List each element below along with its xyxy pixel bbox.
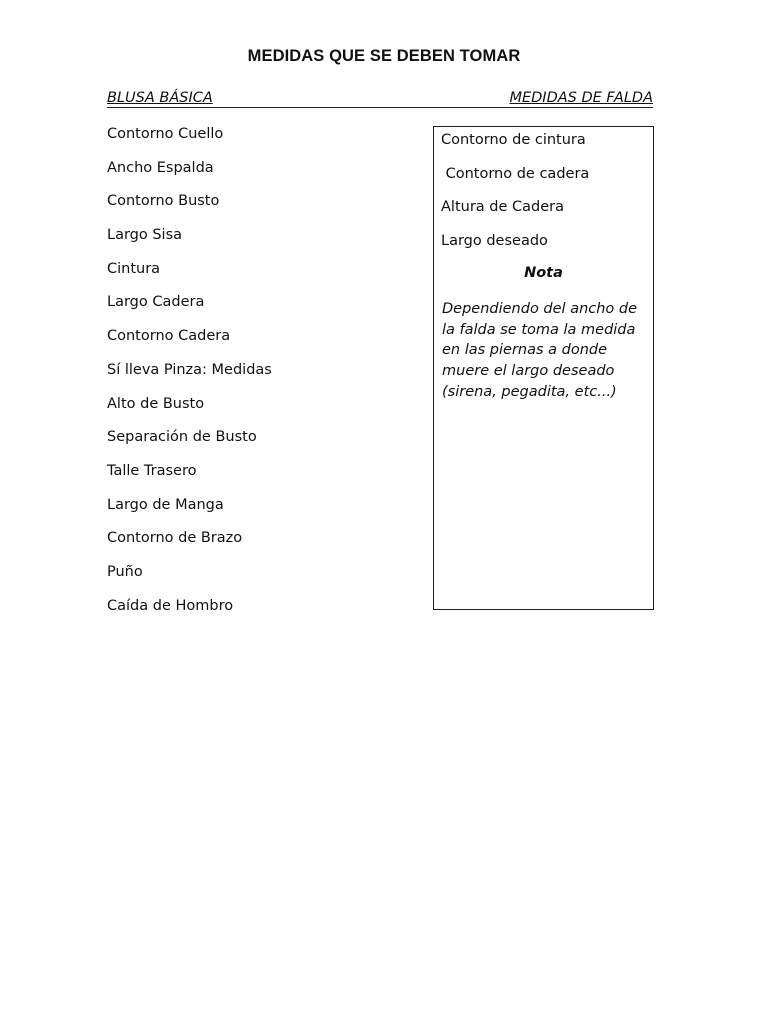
list-item: Contorno de Brazo [107, 530, 243, 547]
list-item: Ancho Espalda [107, 159, 214, 176]
list-item: Largo de Manga [107, 496, 224, 513]
nota-heading: Nota [524, 265, 563, 281]
list-item: Alto de Busto [107, 395, 205, 412]
list-item: Contorno Cuello [107, 126, 224, 142]
list-item: Contorno Busto [107, 193, 220, 210]
list-item: Largo deseado [441, 233, 548, 250]
list-item: Cintura [107, 260, 161, 277]
list-item: Puño [107, 563, 143, 580]
nota-text: Dependiendo del ancho de la falda se toma la medida en las piernas a donde muere el largo deseado (sirena, pegadita, etc...) [442, 301, 638, 400]
list-item: Contorno de cintura [441, 132, 586, 148]
list-item: Altura de Cadera [441, 199, 564, 216]
list-item: Contorno Cadera [107, 328, 231, 345]
list-item: Talle Trasero [107, 462, 197, 479]
falda-measurements-list [441, 131, 589, 266]
list-item: Caída de Hombro [107, 597, 234, 614]
list-item: Contorno de cadera [441, 165, 590, 182]
blusa-measurements-list [107, 125, 272, 630]
list-item: Largo Cadera [107, 294, 205, 311]
falda-measurements-box [433, 126, 654, 610]
blusa-basica-heading: BLUSA BÁSICA [107, 90, 213, 106]
list-item: Separación de Busto [107, 429, 257, 446]
list-item: Largo Sisa [107, 227, 183, 244]
medidas-falda-heading: MEDIDAS DE FALDA [509, 90, 653, 106]
section-header-row [107, 90, 653, 108]
list-item: Sí lleva Pinza: Medidas [107, 361, 272, 378]
page-title: MEDIDAS QUE SE DEBEN TOMAR [247, 47, 521, 65]
